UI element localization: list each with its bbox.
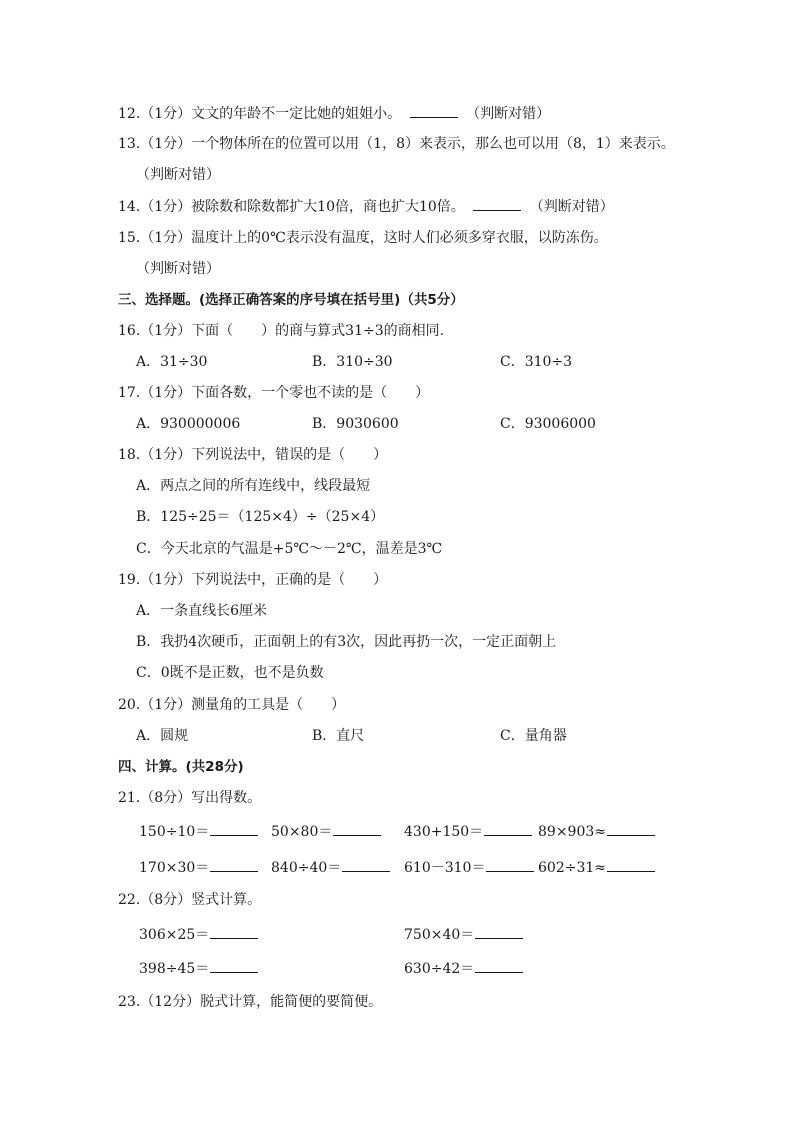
answer-blank[interactable]: [486, 858, 534, 872]
calc-expression: 50×80＝: [271, 824, 333, 840]
calc-expression: 150÷10＝: [139, 824, 210, 840]
option-c: C．量角器: [500, 728, 567, 744]
answer-blank[interactable]: [210, 925, 258, 939]
section-4-heading: 四、计算。(共28分): [118, 759, 244, 775]
question-18-text: 18.（1分）下列说法中，错误的是（ ）: [118, 447, 388, 463]
calc-expression: 170×30＝: [139, 860, 210, 876]
judge-hint: （判断对错）: [529, 199, 614, 215]
option-a: A．圆规: [136, 728, 189, 744]
option-a: A．一条直线长6厘米: [136, 603, 268, 619]
question-15-text: 15.（1分）温度计上的0℃表示没有温度，这时人们必须多穿衣服，以防冻伤。: [118, 230, 608, 246]
calc-expression: 630÷42＝: [404, 961, 475, 977]
option-a: A．两点之间的所有连线中，线段最短: [136, 478, 371, 494]
answer-blank[interactable]: [473, 197, 521, 211]
calc-expression: 840÷40＝: [271, 860, 342, 876]
calc-expression: 430+150＝: [404, 824, 484, 840]
calc-item: [139, 858, 258, 877]
option-b: B．125÷25＝（125×4）÷（25×4）: [136, 509, 385, 525]
answer-blank[interactable]: [607, 858, 655, 872]
answer-blank[interactable]: [210, 858, 258, 872]
option-a: A．930000006: [136, 416, 241, 432]
calc-expression: 306×25＝: [139, 927, 210, 943]
answer-blank[interactable]: [475, 959, 523, 973]
question-23-text: 23.（12分）脱式计算，能简便的要简便。: [118, 994, 383, 1010]
answer-blank[interactable]: [342, 858, 390, 872]
answer-blank[interactable]: [333, 822, 381, 836]
answer-blank[interactable]: [484, 822, 532, 836]
option-c: C．今天北京的气温是+5℃～－2℃，温差是3℃: [136, 541, 443, 557]
section-3-heading: 三、选择题。(选择正确答案的序号填在括号里)（共5分）: [118, 292, 464, 308]
calc-expression: 610－310＝: [404, 860, 486, 876]
calc-item: [404, 959, 523, 978]
calc-item: [404, 858, 534, 877]
option-b: B．310÷30: [312, 354, 393, 370]
option-b: B．直尺: [312, 728, 365, 744]
answer-blank[interactable]: [607, 822, 655, 836]
answer-blank[interactable]: [475, 925, 523, 939]
calc-item: [271, 822, 381, 841]
option-b: B．9030600: [312, 416, 399, 432]
judge-hint: （判断对错）: [136, 167, 220, 183]
judge-hint: （判断对错）: [136, 261, 220, 277]
option-a: A．31÷30: [136, 354, 208, 370]
question-16-text: 16.（1分）下面（ ）的商与算式31÷3的商相同.: [118, 323, 445, 339]
question-20-text: 20.（1分）测量角的工具是（ ）: [118, 697, 346, 713]
question-17-text: 17.（1分）下面各数，一个零也不读的是（ ）: [118, 385, 430, 401]
option-c: C．0既不是正数，也不是负数: [136, 665, 324, 681]
calc-item: [538, 858, 655, 877]
question-12-text: 12.（1分）文文的年龄不一定比她的姐姐小。: [118, 106, 402, 122]
q14-line: [118, 197, 614, 216]
q12-line: [118, 104, 550, 123]
question-14-text: 14.（1分）被除数和除数都扩大10倍，商也扩大10倍。: [118, 199, 465, 215]
calc-expression: 602÷31≈: [538, 860, 606, 876]
judge-hint: （判断对错）: [466, 106, 551, 122]
option-c: C．310÷3: [500, 354, 573, 370]
calc-item: [404, 822, 532, 841]
calc-expression: 750×40＝: [404, 927, 475, 943]
calc-item: [139, 822, 258, 841]
option-c: C．93006000: [500, 416, 596, 432]
calc-item: [139, 925, 258, 944]
calc-expression: 398÷45＝: [139, 961, 210, 977]
answer-blank[interactable]: [210, 822, 258, 836]
calc-item: [404, 925, 523, 944]
question-22-text: 22.（8分）竖式计算。: [118, 892, 262, 908]
question-21-text: 21.（8分）写出得数。: [118, 790, 262, 806]
answer-blank[interactable]: [210, 959, 258, 973]
answer-blank[interactable]: [410, 104, 458, 118]
calc-item: [271, 858, 390, 877]
calc-item: [538, 822, 655, 841]
option-b: B．我扔4次硬币，正面朝上的有3次，因此再扔一次，一定正面朝上: [136, 634, 557, 650]
question-13-text: 13.（1分）一个物体所在的位置可以用（1，8）来表示，那么也可以用（8，1）来表示。: [118, 136, 675, 152]
calc-item: [139, 959, 258, 978]
calc-expression: 89×903≈: [538, 824, 606, 840]
question-19-text: 19.（1分）下列说法中，正确的是（ ）: [118, 572, 388, 588]
